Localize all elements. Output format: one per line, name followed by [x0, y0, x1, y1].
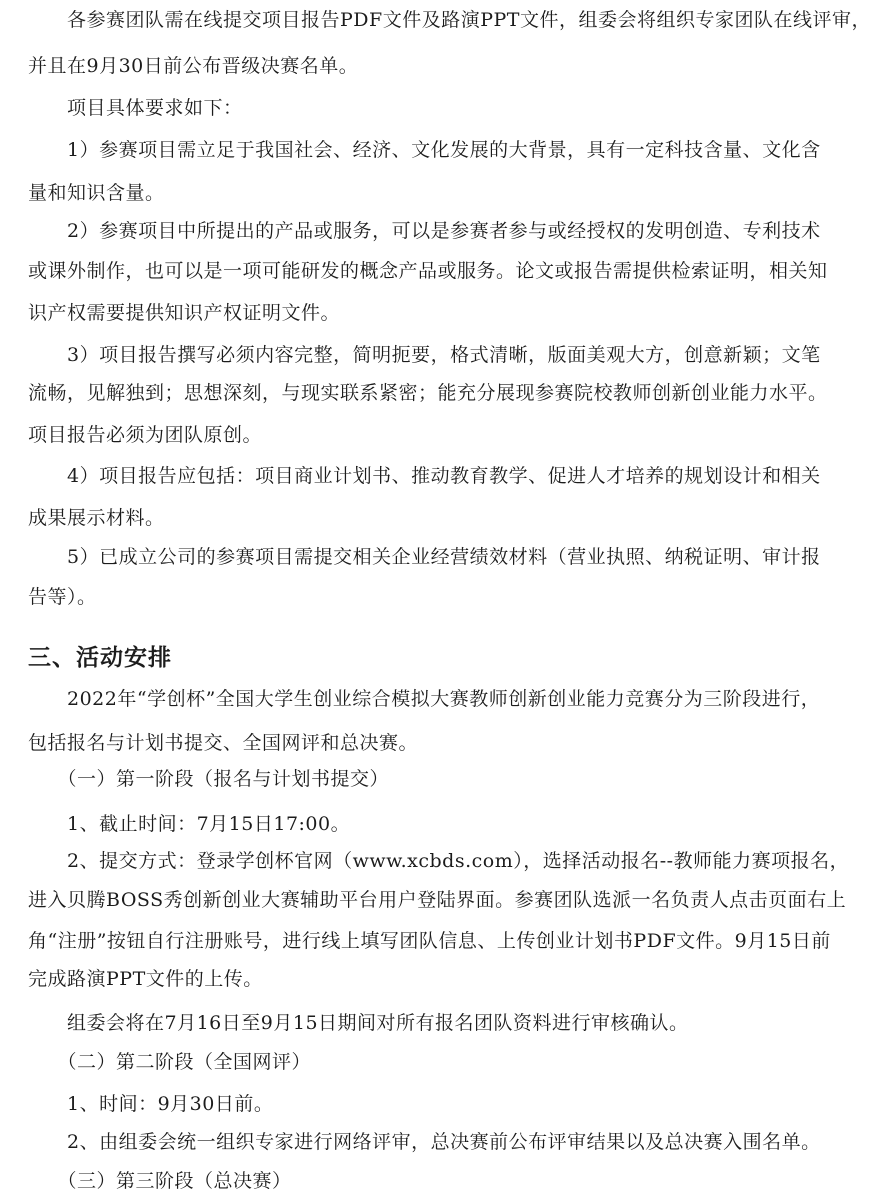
paragraph-line: 5）已成立公司的参赛项目需提交相关企业经营绩效材料（营业执照、纳税证明、审计报 [28, 546, 821, 568]
paragraph-line: 项目报告必须为团队原创。 [28, 424, 263, 446]
paragraph-line: 1、截止时间：7月15日17:00。 [28, 813, 351, 835]
paragraph-line: 2、由组委会统一组织专家进行网络评审，总决赛前公布评审结果以及总决赛入围名单。 [28, 1131, 821, 1153]
paragraph-line: 各参赛团队需在线提交项目报告PDF文件及路演PPT文件，组委会将组织专家团队在线评审， [28, 9, 871, 31]
paragraph-line: （二）第二阶段（全国网评） [28, 1051, 312, 1073]
paragraph-line: 并且在9月30日前公布晋级决赛名单。 [28, 55, 359, 77]
paragraph-line: 1、时间：9月30日前。 [28, 1093, 274, 1115]
paragraph-line: 组委会将在7月16日至9月15日期间对所有报名团队资料进行审核确认。 [28, 1012, 689, 1034]
paragraph-line: 2）参赛项目中所提出的产品或服务，可以是参赛者参与或经授权的发明创造、专利技术 [28, 220, 821, 242]
paragraph-line: 项目具体要求如下： [28, 97, 243, 119]
paragraph-line: 流畅，见解独到；思想深刻，与现实联系紧密；能充分展现参赛院校教师创新创业能力水平。 [28, 382, 828, 404]
paragraph-line: 2022年“学创杯”全国大学生创业综合模拟大赛教师创新创业能力竞赛分为三阶段进行， [28, 688, 821, 710]
paragraph-line: 量和知识含量。 [28, 182, 165, 204]
paragraph-line: （三）第三阶段（总决赛） [28, 1170, 292, 1192]
section-heading: 三、活动安排 [28, 645, 172, 671]
paragraph-line: 包括报名与计划书提交、全国网评和总决赛。 [28, 732, 419, 754]
paragraph-line: 4）项目报告应包括：项目商业计划书、推动教育教学、促进人才培养的规划设计和相关 [28, 465, 821, 487]
paragraph-line: 成果展示材料。 [28, 507, 165, 529]
paragraph-line: 2、提交方式：登录学创杯官网（www.xcbds.com），选择活动报名--教师能力赛项报名， [28, 850, 850, 872]
paragraph-line: 告等）。 [28, 586, 97, 608]
paragraph-line: 完成路演PPT文件的上传。 [28, 968, 263, 990]
paragraph-line: 进入贝腾BOSS秀创新创业大赛辅助平台用户登陆界面。参赛团队选派一名负责人点击页面右上 [28, 889, 847, 911]
paragraph-line: 角“注册”按钮自行注册账号，进行线上填写团队信息、上传创业计划书PDF文件。9月15日前 [28, 930, 831, 952]
paragraph-line: 或课外制作，也可以是一项可能研发的概念产品或服务。论文或报告需提供检索证明，相关知 [28, 260, 828, 282]
paragraph-line: （一）第一阶段（报名与计划书提交） [28, 768, 390, 790]
paragraph-line: 识产权需要提供知识产权证明文件。 [28, 302, 341, 324]
paragraph-line: 1）参赛项目需立足于我国社会、经济、文化发展的大背景，具有一定科技含量、文化含 [28, 139, 821, 161]
paragraph-line: 3）项目报告撰写必须内容完整，简明扼要，格式清晰，版面美观大方，创意新颖；文笔 [28, 344, 821, 366]
